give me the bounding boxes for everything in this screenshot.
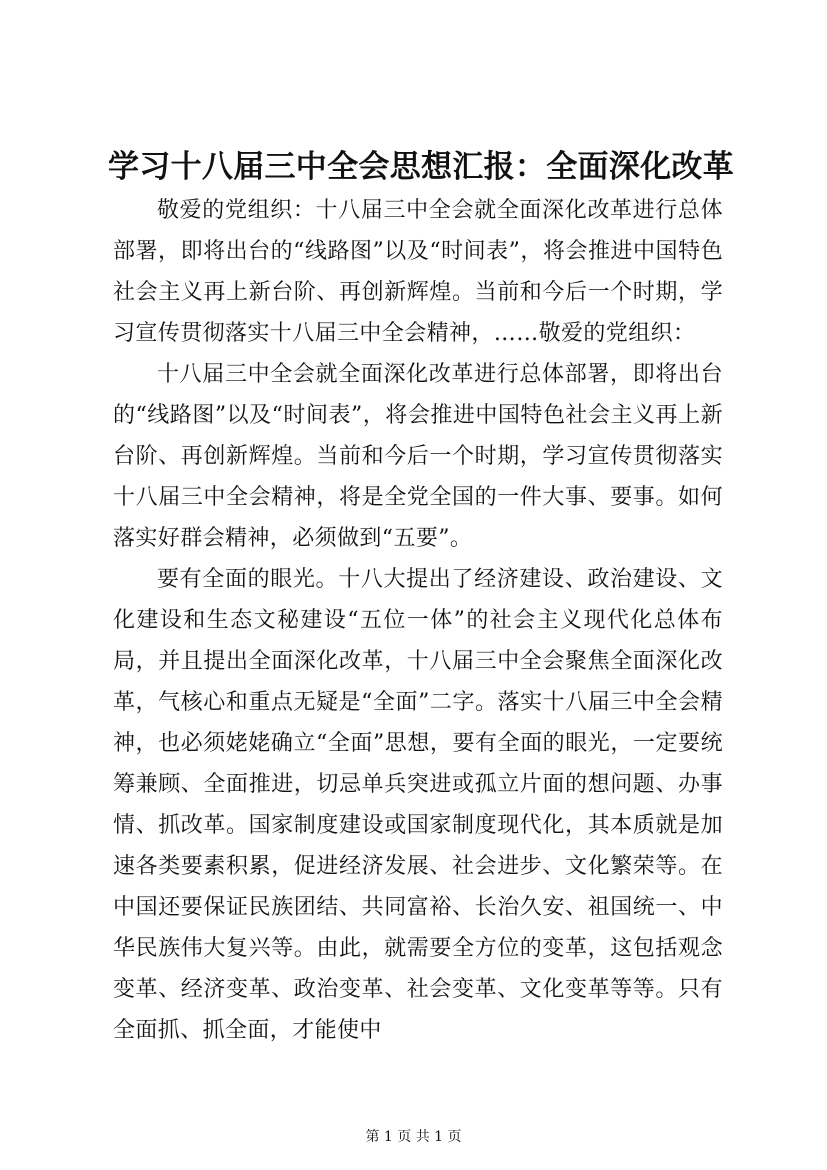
- document-body: [113, 190, 723, 1051]
- paragraph-2: 十八届三中全会就全面深化改革进行总体部署，即将出台的“线路图”以及“时间表”，将会推进中国特色社会主义再上新台阶、再创新辉煌。当前和今后一个时期，学习宣传贯彻落实十八届三中全会精神，将是全党全国的一件大事、要事。如何落实好群会精神，必须做到“五要”。: [113, 362, 723, 551]
- paragraph-3: 要有全面的眼光。十八大提出了经济建设、政治建设、文化建设和生态文秘建设“五位一体”的社会主义现代化总体布局，并且提出全面深化改革，十八届三中全会聚焦全面深化改革，气核心和重点无疑是“全面”二字。落实十八届三中全会精神，也必须姥姥确立“全面”思想，要有全面的眼光，一定要统筹兼顾、全面推进，切忌单兵突进或孤立片面的想问题、办事情、抓改革。国家制度建设或国家制度现代化，其本质就是加速各类要素积累，促进经济发展、社会进步、文化繁荣等。在中国还要保证民族团结、共同富裕、长治久安、祖国统一、中华民族伟大复兴等。由此，就需要全方位的变革，这包括观念变革、经济变革、政治变革、社会变革、文化变革等等。只有全面抓、抓全面，才能使中: [113, 567, 723, 1043]
- page-number-footer: 第 1 页 共 1 页: [365, 1129, 462, 1145]
- paragraph-1: 敬爱的党组织：十八届三中全会就全面深化改革进行总体部署，即将出台的“线路图”以及“时间表”，将会推进中国特色社会主义再上新台阶、再创新辉煌。当前和今后一个时期，学习宣传贯彻落实十八届三中全会精神，……敬爱的党组织：: [113, 198, 723, 346]
- document-title: 学习十八届三中全会思想汇报：全面深化改革: [108, 149, 734, 185]
